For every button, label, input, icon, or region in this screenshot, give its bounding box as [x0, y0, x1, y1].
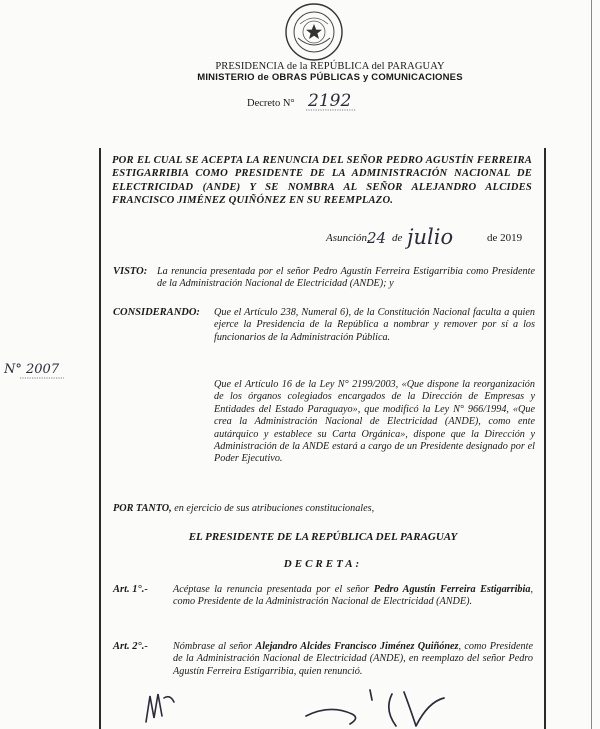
article-1-pre: Acéptase la renuncia presentada por el señor: [173, 584, 374, 595]
date-month-handwritten: [405, 222, 473, 250]
decreto-label: Decreto N°: [247, 98, 295, 109]
article-2-pre: Nómbrase al señor: [173, 641, 256, 652]
date-de: de: [392, 232, 403, 244]
visto-label: VISTO:: [113, 266, 148, 277]
article-1-text: [173, 584, 533, 609]
por-tanto-paragraph: [113, 503, 533, 515]
national-seal-icon: [284, 2, 344, 62]
header-ministerio: MINISTERIO de OBRAS PÚBLICAS y COMUNICACIONES: [197, 72, 463, 83]
margin-number-text: N° 2007: [4, 362, 60, 377]
article-2-text: [173, 641, 533, 678]
article-2-post: , como Presidente de la Administración Nacional de Electricidad (ANDE), en reemplazo del señor Pedro Agustín Ferreira Estigarribia, quien renunció.: [173, 641, 533, 677]
page-edge-line: [591, 0, 592, 729]
date-day-handwritten: [367, 226, 389, 248]
decree-title: POR EL CUAL SE ACEPTA LA RENUNCIA DEL SEÑOR PEDRO AGUSTÍN FERREIRA ESTIGARRIBIA COMO PRESIDENTE DE LA ADMINISTRACIÓN NACIONAL DE ELECTRICIDAD (ANDE) Y SE NOMBRA AL SEÑOR ALEJANDRO ALCIDES FRANCISCO JIMÉNEZ QUIÑÓNEZ EN SU REEMPLAZO.: [112, 155, 532, 206]
considerando-label: CONSIDERANDO:: [113, 307, 200, 318]
authority-heading: EL PRESIDENTE DE LA REPÚBLICA DEL PARAGUAY: [188, 531, 458, 543]
president-signature: [300, 686, 450, 728]
considerando-paragraph-1: Que el Artículo 238, Numeral 6), de la Constitución Nacional faculta a quien ejerce la Presidencia de la República a nombrar y remover por sí a los funcionarios de la Administración Pública.: [214, 307, 535, 343]
article-1-post: , como Presidente de la Administración Nacional de Electricidad (ANDE).: [173, 584, 533, 608]
decreto-number-text: 2192: [308, 91, 352, 111]
article-2-label: Art. 2°.-: [113, 641, 148, 652]
article-2-name: Alejandro Alcides Francisco Jiménez Quiñónez: [255, 641, 459, 652]
date-month-text: julio: [407, 225, 454, 249]
margin-number-handwritten: [4, 356, 94, 384]
article-1-label: Art. 1°.-: [113, 584, 148, 595]
date-day-text: 24: [367, 229, 387, 247]
visto-text: La renuncia presentada por el señor Pedro Agustín Ferreira Estigarribia como Presidente de la Administración Nacional de Electricidad (ANDE); y: [157, 266, 535, 290]
decreta-heading: DECRETA:: [283, 558, 363, 570]
por-tanto-label: POR TANTO,: [113, 503, 172, 514]
date-year: de 2019: [487, 232, 523, 244]
initials-signature: [140, 688, 180, 726]
por-tanto-text: en ejercicio de sus atribuciones constitucionales,: [174, 503, 375, 514]
left-border-line: [99, 148, 101, 729]
article-1-name: Pedro Agustín Ferreira Estigarribia: [373, 584, 531, 595]
decreto-number-handwritten: [306, 86, 356, 114]
header-presidencia: PRESIDENCIA de la REPÚBLICA del PARAGUAY: [215, 61, 445, 72]
date-place: Asunción,: [326, 232, 370, 244]
right-border-line: [544, 148, 546, 729]
considerando-paragraph-2: Que el Artículo 16 de la Ley N° 2199/2003, «Que dispone la reorganización de los órganos colegiados encargados de la Dirección de Empresas y Entidades del Estado Paraguayo», que modificó la Ley N° 966/1994, «Que crea la Administración Nacional de Electricidad (ANDE), como ente autárquico y establece su Carta Orgánica», dispone que la Dirección y Administración de la ANDE estará a cargo de un Presidente designado por el Poder Ejecutivo.: [214, 379, 535, 465]
